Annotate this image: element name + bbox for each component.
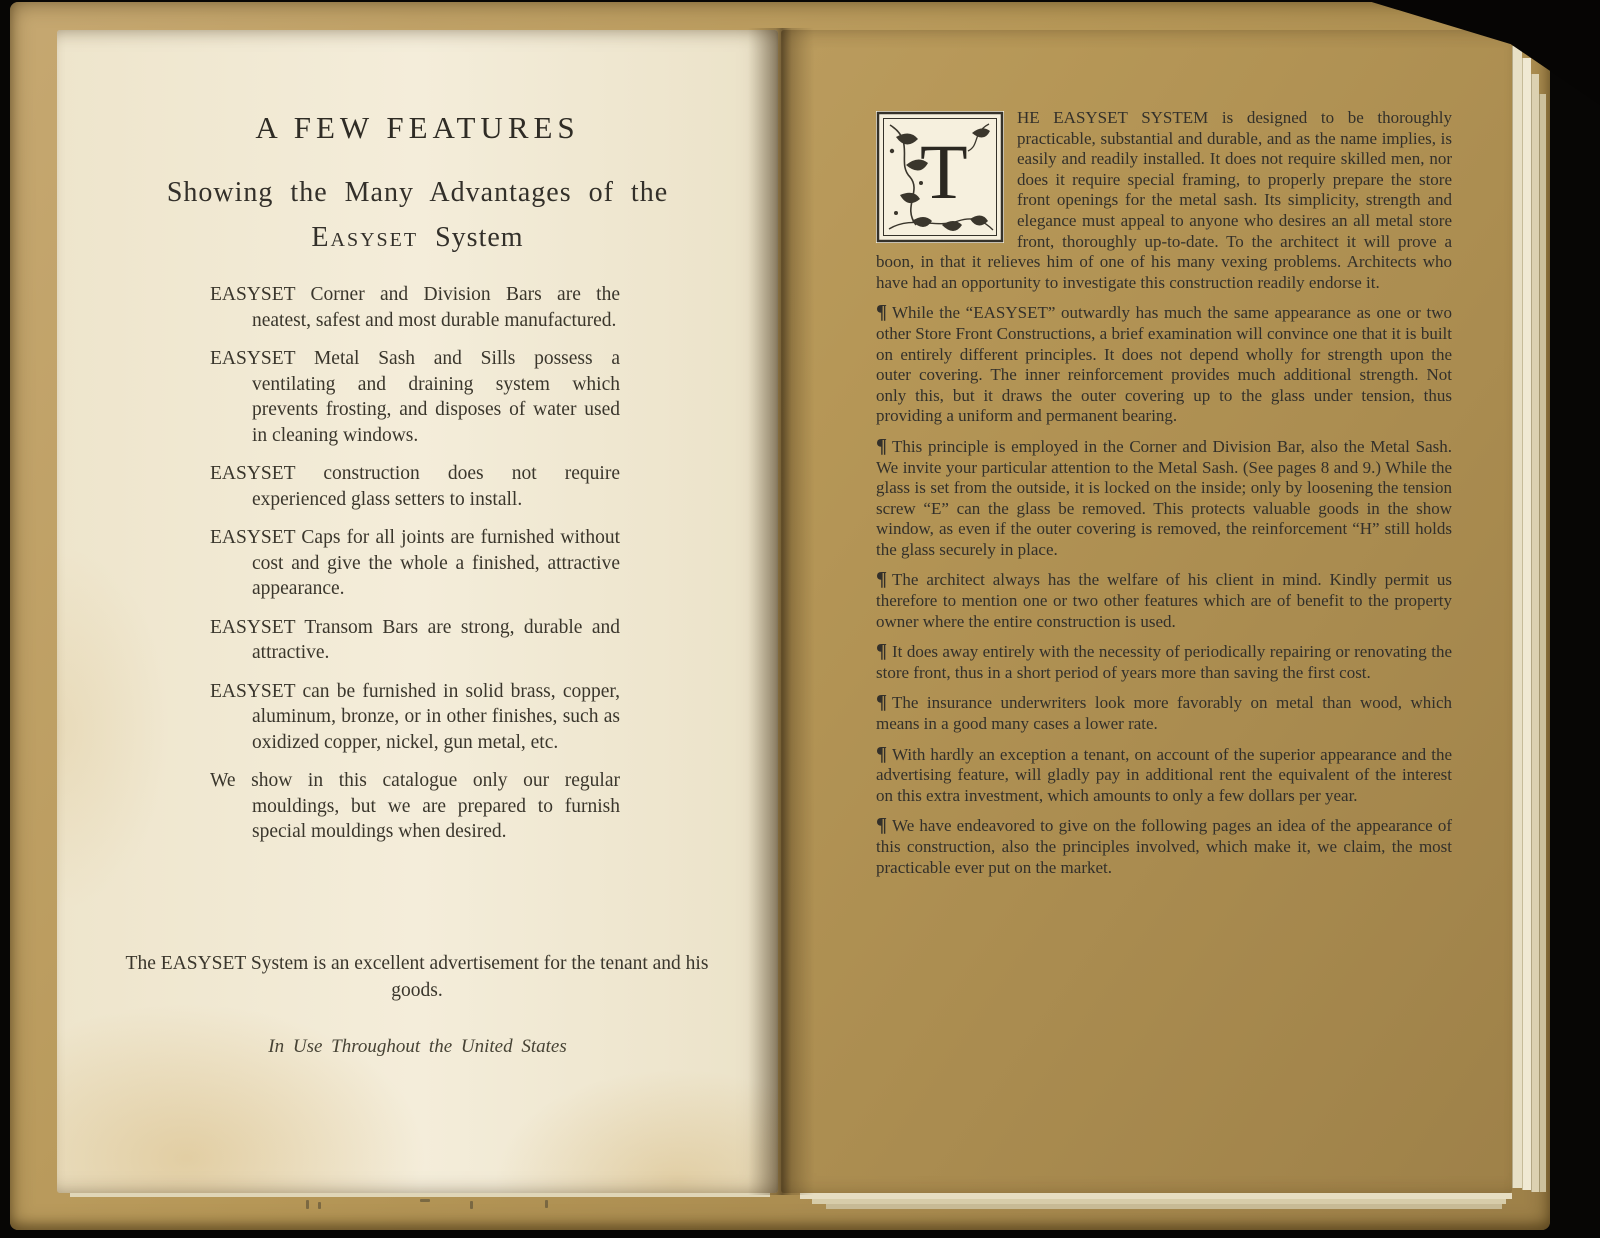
paragraph-text: While the “EASYSET” outwardly has much the same appearance as one or two other Store Front Constructions, a brief examination will convince one that it is built on entirely different principles. It does not depend wholly for strength upon the outer covering. The inner reinforcement provides much additional strength. Not only this, but it draws the outer covering up to the glass under tension, thus providing a uniform and permanent bearing. [876, 303, 1452, 426]
paragraph-text: We have endeavored to give on the following pages an idea of the appearance of this construction, also the principles involved, which make it, we claim, the most practicable ever put on the market. [876, 816, 1452, 877]
feature-item: EASYSET Corner and Division Bars are the neatest, safest and most durable manufactured. [210, 284, 620, 331]
paragraph-text: The architect always has the welfare of his client in mind. Kindly permit us therefore to mention one or two other features which are of benefit to the property owner where the entire construction is used. [876, 570, 1452, 631]
body-paragraph [876, 302, 1452, 427]
page-edge-stack [1522, 58, 1531, 1190]
body-paragraph [876, 815, 1452, 878]
page-edge-stack [1531, 74, 1539, 1192]
pencil-mark [545, 1200, 548, 1208]
opening-paragraph [876, 108, 1452, 293]
pilcrow-mark: ¶ [876, 691, 888, 714]
page-bottom-edge [70, 1193, 770, 1197]
pencil-mark [420, 1199, 430, 1202]
paragraph-text: This principle is employed in the Corner and Division Bar, also the Metal Sash. We invite your particular attention to the Metal Sash. (See pages 8 and 9.) While the glass is set from the outside, it is locked on the inside; only by loosening the tension screw “E” can the glass be removed. This protects valuable goods in the show window, as even if the outer covering is removed, the reinforcement “H” still holds the glass securely in place. [876, 436, 1452, 559]
pilcrow-mark: ¶ [876, 301, 888, 324]
body-text [876, 108, 1452, 878]
subtitle-rest: System [435, 222, 524, 253]
paragraph-text: The insurance underwriters look more favorably on metal than wood, which means in a good many cases a lower rate. [876, 693, 1452, 734]
subtitle-line-1: Showing the Many Advantages of the [166, 177, 669, 208]
features-list [210, 282, 620, 858]
pilcrow-mark: ¶ [876, 568, 888, 591]
left-page [57, 30, 778, 1193]
page-subtitle [57, 170, 778, 260]
pencil-mark [470, 1201, 473, 1209]
pencil-mark [318, 1202, 321, 1209]
closing-statement: The EASYSET System is an excellent advertisement for the tenant and his goods. [125, 953, 709, 1001]
feature-item: EASYSET construction does not require experienced glass setters to install. [210, 463, 620, 510]
opening-text: HE EASYSET SYSTEM is designed to be thoroughly practicable, substantial and durable, and as the name implies, is easily and readily installed. It does not require skilled men, nor does it require special framing, to properly prepare the store front openings for the metal sash. Its simplicity, strength and elegance must appeal to anyone who desires an all metal store front, thoroughly up-to-date. To the architect it will prove a boon, in that it relieves him of one of his many vexing problems. Architects who have had an opportunity to investigate this construction readily endorse it. [876, 108, 1452, 292]
pilcrow-mark: ¶ [876, 814, 888, 837]
feature-item: We show in this catalogue only our regular mouldings, but we are prepared to furnish special mouldings when desired. [210, 770, 620, 842]
drop-cap-letter: T [920, 128, 968, 215]
feature-item: EASYSET can be furnished in solid brass, copper, aluminum, bronze, or in other finishes, such as oxidized copper, nickel, gun metal, etc. [210, 680, 620, 753]
feature-item: EASYSET Transom Bars are strong, durable and attractive. [210, 616, 620, 663]
paragraph-text: It does away entirely with the necessity of periodically repairing or renovating the store front, thus in a short period of years more than saving the first cost. [876, 642, 1452, 682]
right-page [781, 30, 1512, 1193]
pencil-mark [306, 1200, 309, 1209]
body-paragraph [876, 569, 1452, 632]
pilcrow-mark: ¶ [876, 434, 888, 457]
feature-item: EASYSET Caps for all joints are furnished without cost and give the whole a finished, attractive appearance. [210, 527, 620, 599]
subtitle-line-2 [57, 215, 778, 260]
page-edge-stack [1512, 46, 1522, 1188]
feature-item: EASYSET Metal Sash and Sills possess a ventilating and draining system which prevents frosting, and disposes of water used in cleaning windows. [210, 348, 620, 446]
decorated-initial-block [876, 111, 1004, 243]
pilcrow-mark: ¶ [876, 742, 888, 765]
body-paragraph [876, 744, 1452, 807]
page-title: A FEW FEATURES [255, 110, 580, 145]
body-paragraph [876, 692, 1452, 734]
page-edge-stack [1539, 94, 1546, 1192]
paragraph-text: With hardly an exception a tenant, on account of the superior appearance and the advertising feature, will gladly pay in additional rent the equivalent of the interest on this extra investment, which amounts to only a few dollars per year. [876, 744, 1452, 805]
usage-tagline: In Use Throughout the United States [268, 1036, 567, 1057]
body-paragraph [876, 641, 1452, 683]
body-paragraph [876, 436, 1452, 561]
page-bottom-edge [826, 1204, 1502, 1209]
pilcrow-mark: ¶ [876, 640, 888, 663]
brand-name: Easyset [311, 222, 419, 253]
